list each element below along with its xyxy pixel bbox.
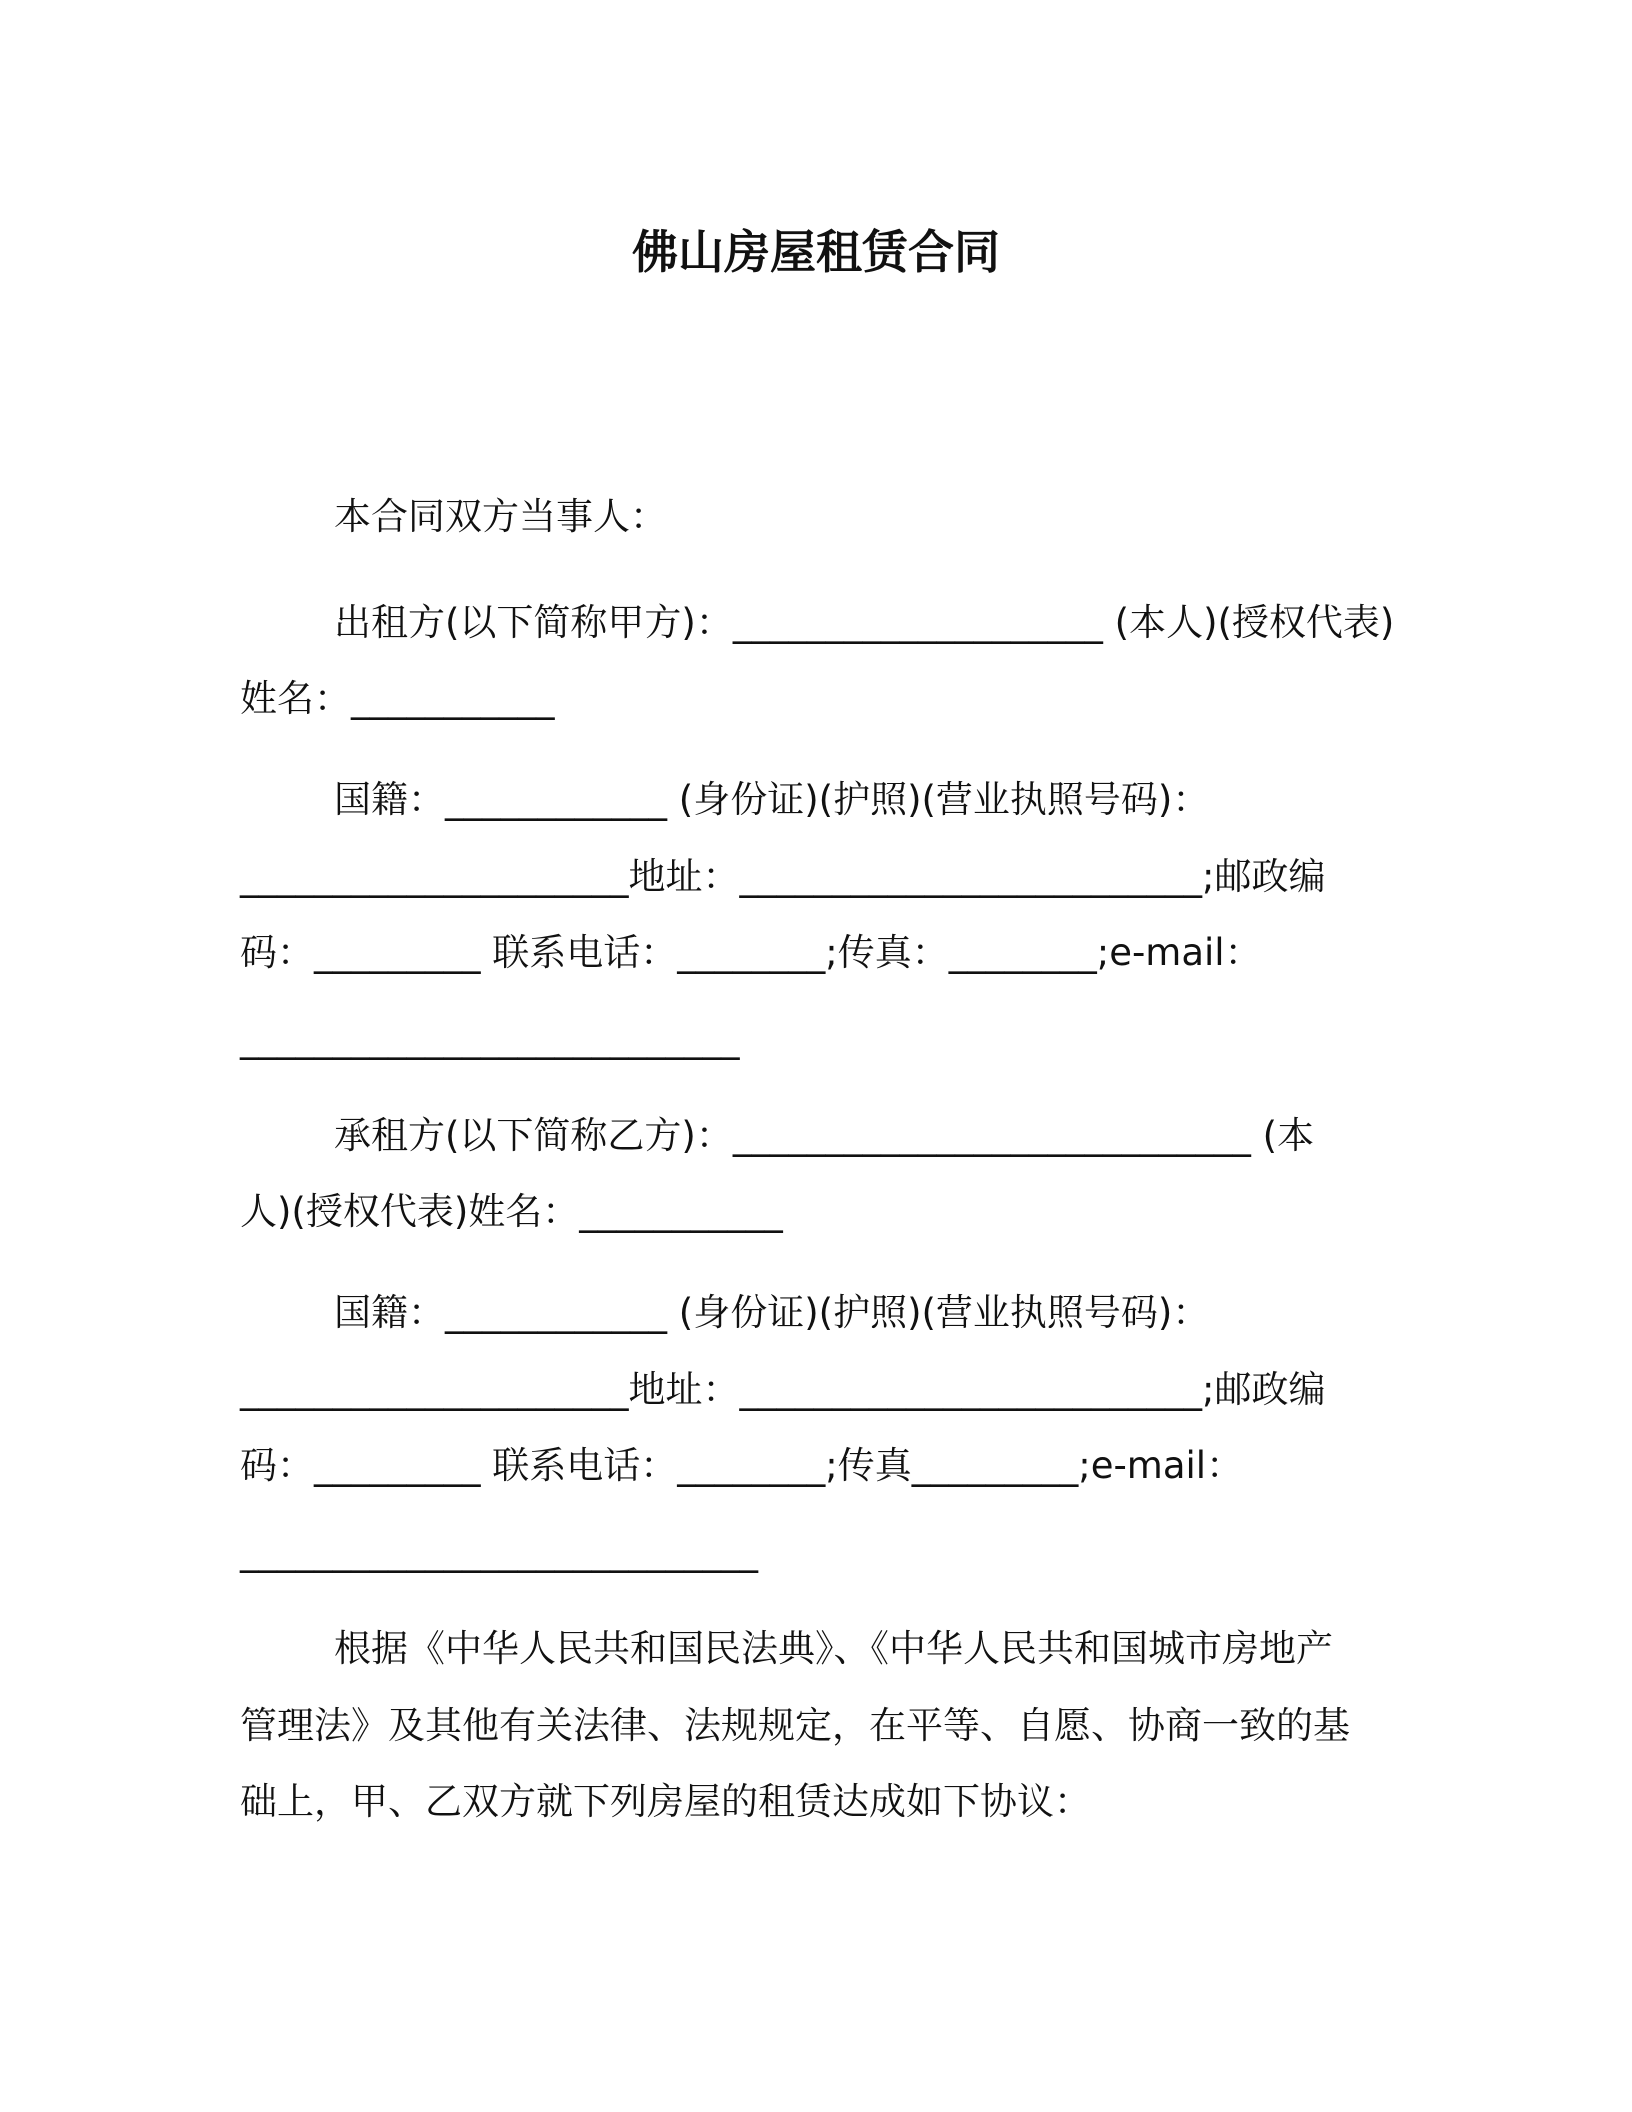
lessee-contact-line: 码：_________ 联系电话：________;传真_________;e-mail： [240,1444,1244,1487]
lessor-email-line: ___________________________ [240,1017,740,1060]
document-title: 佛山房屋租赁合同 [632,225,1000,279]
lessor-name-line: 姓名：___________ [240,677,555,720]
basis-paragraph-line-2: 管理法》及其他有关法律、法规规定，在平等、自愿、协商一致的基 [240,1704,1350,1747]
lessee-name-line: 人)(授权代表)姓名：___________ [240,1190,783,1233]
lessor-address-line: _____________________地址：_________________________;邮政编 [240,855,1326,898]
lessee-address-line: _____________________地址：_________________________;邮政编 [240,1368,1326,1411]
lessor-contact-line: 码：_________ 联系电话：________;传真：________;e-mail： [240,931,1262,974]
basis-paragraph-line-1: 根据《中华人民共和国民法典》、《中华人民共和国城市房地产 [334,1627,1333,1670]
lessee-email-line: ____________________________ [240,1530,758,1573]
basis-paragraph-line-3: 础上，甲、乙双方就下列房屋的租赁达成如下协议： [240,1780,1091,1823]
lessee-nationality-line: 国籍：____________ (身份证)(护照)(营业执照号码)： [334,1291,1210,1334]
parties-intro: 本合同双方当事人： [334,495,667,538]
lessor-nationality-line: 国籍：____________ (身份证)(护照)(营业执照号码)： [334,778,1210,821]
lessor-line: 出租方(以下简称甲方)：____________________ (本人)(授权代表) [334,601,1395,644]
lessee-line: 承租方(以下简称乙方)：____________________________ (本 [334,1114,1315,1157]
